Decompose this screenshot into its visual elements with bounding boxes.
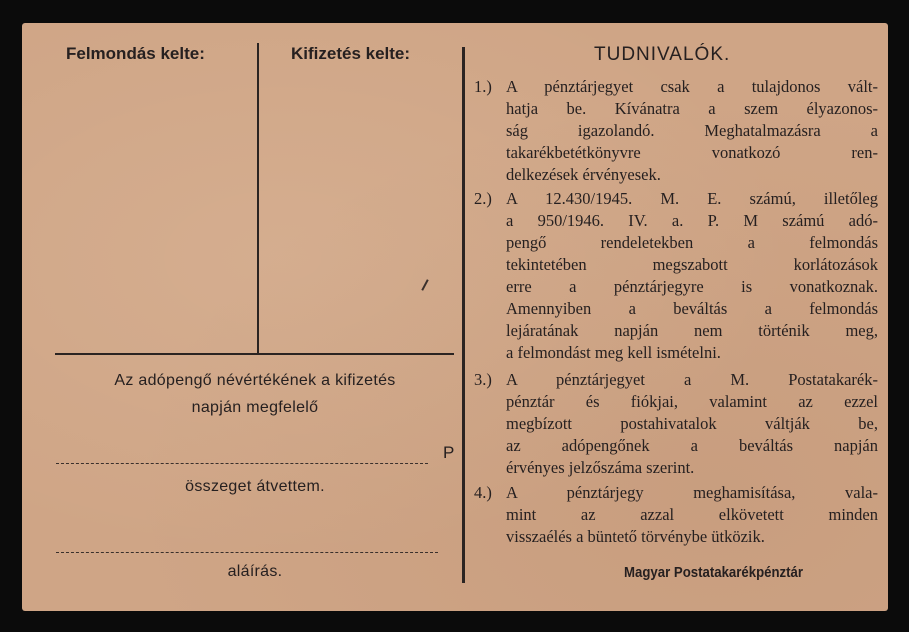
date-column-divider xyxy=(257,43,259,355)
note-item-4 xyxy=(474,482,878,548)
p-mark: P xyxy=(443,443,455,462)
ink-speck xyxy=(421,279,428,291)
note-line: hatja be. Kívánatra a szem élyazonos- xyxy=(506,99,878,118)
note-line: delkezések érvényesek. xyxy=(506,165,661,184)
receipt-card-back xyxy=(22,23,888,611)
note-number: 4.) xyxy=(474,483,492,502)
note-line: A pénztárjegyet csak a tulajdonos vált- xyxy=(506,77,878,96)
note-line: A 12.430/1945. M. E. számú, illetőleg xyxy=(506,189,878,208)
note-line: az adópengőnek a beváltás napján xyxy=(506,436,878,455)
note-line: erre a pénztárjegyre is vonatkoznak. xyxy=(506,277,878,296)
amount-received-text: összeget átvettem. xyxy=(185,478,325,495)
note-line: érvényes jelzőszáma szerint. xyxy=(506,458,695,477)
main-vertical-divider xyxy=(462,47,465,583)
amount-text-line1: Az adópengő névértékének a kifizetés xyxy=(114,372,396,389)
note-number: 2.) xyxy=(474,189,492,208)
note-line: takarékbetétkönyvre vonatkozó ren- xyxy=(506,143,878,162)
signature-dotted-line xyxy=(56,552,438,553)
kifizetes-kelte-label: Kifizetés kelte: xyxy=(291,44,411,63)
note-line: A pénztárjegy meghamisítása, vala- xyxy=(506,483,878,502)
note-line: ság igazolandó. Meghatalmazásra a xyxy=(506,121,878,140)
note-number: 3.) xyxy=(474,370,492,389)
note-line: A pénztárjegyet a M. Postatakarék- xyxy=(506,370,878,389)
note-line: pénztár és fiókjai, valamint az ezzel xyxy=(506,392,878,411)
note-line: lejáratának napján nem történik meg, xyxy=(506,321,878,340)
note-line: visszaélés a büntető törvénybe ütközik. xyxy=(506,527,765,546)
signature-label: aláírás. xyxy=(227,563,283,580)
note-item-2 xyxy=(474,188,878,364)
note-line: mint az azzal elkövetett minden xyxy=(506,505,878,524)
section-divider xyxy=(55,353,454,355)
note-line: a felmondást meg kell ismételni. xyxy=(506,343,721,362)
note-line: Amennyiben a beváltás a felmondás xyxy=(506,299,878,318)
note-line: megbízott postahivatalok váltják be, xyxy=(506,414,878,433)
note-line: a 950/1946. IV. a. P. M számú adó- xyxy=(506,211,878,230)
note-number: 1.) xyxy=(474,77,492,96)
note-line: pengő rendeletekben a felmondás xyxy=(506,233,878,252)
notes-title: TUDNIVALÓK. xyxy=(594,44,731,65)
felmondas-kelte-label: Felmondás kelte: xyxy=(66,44,205,63)
amount-dotted-line xyxy=(56,463,428,464)
note-item-1 xyxy=(474,76,878,186)
note-item-3 xyxy=(474,369,878,479)
note-line: tekintetében megszabott korlátozások xyxy=(506,255,878,274)
issuer-footer: Magyar Postatakarékpénztár xyxy=(624,564,804,581)
amount-text-line2: napján megfelelő xyxy=(191,399,319,416)
